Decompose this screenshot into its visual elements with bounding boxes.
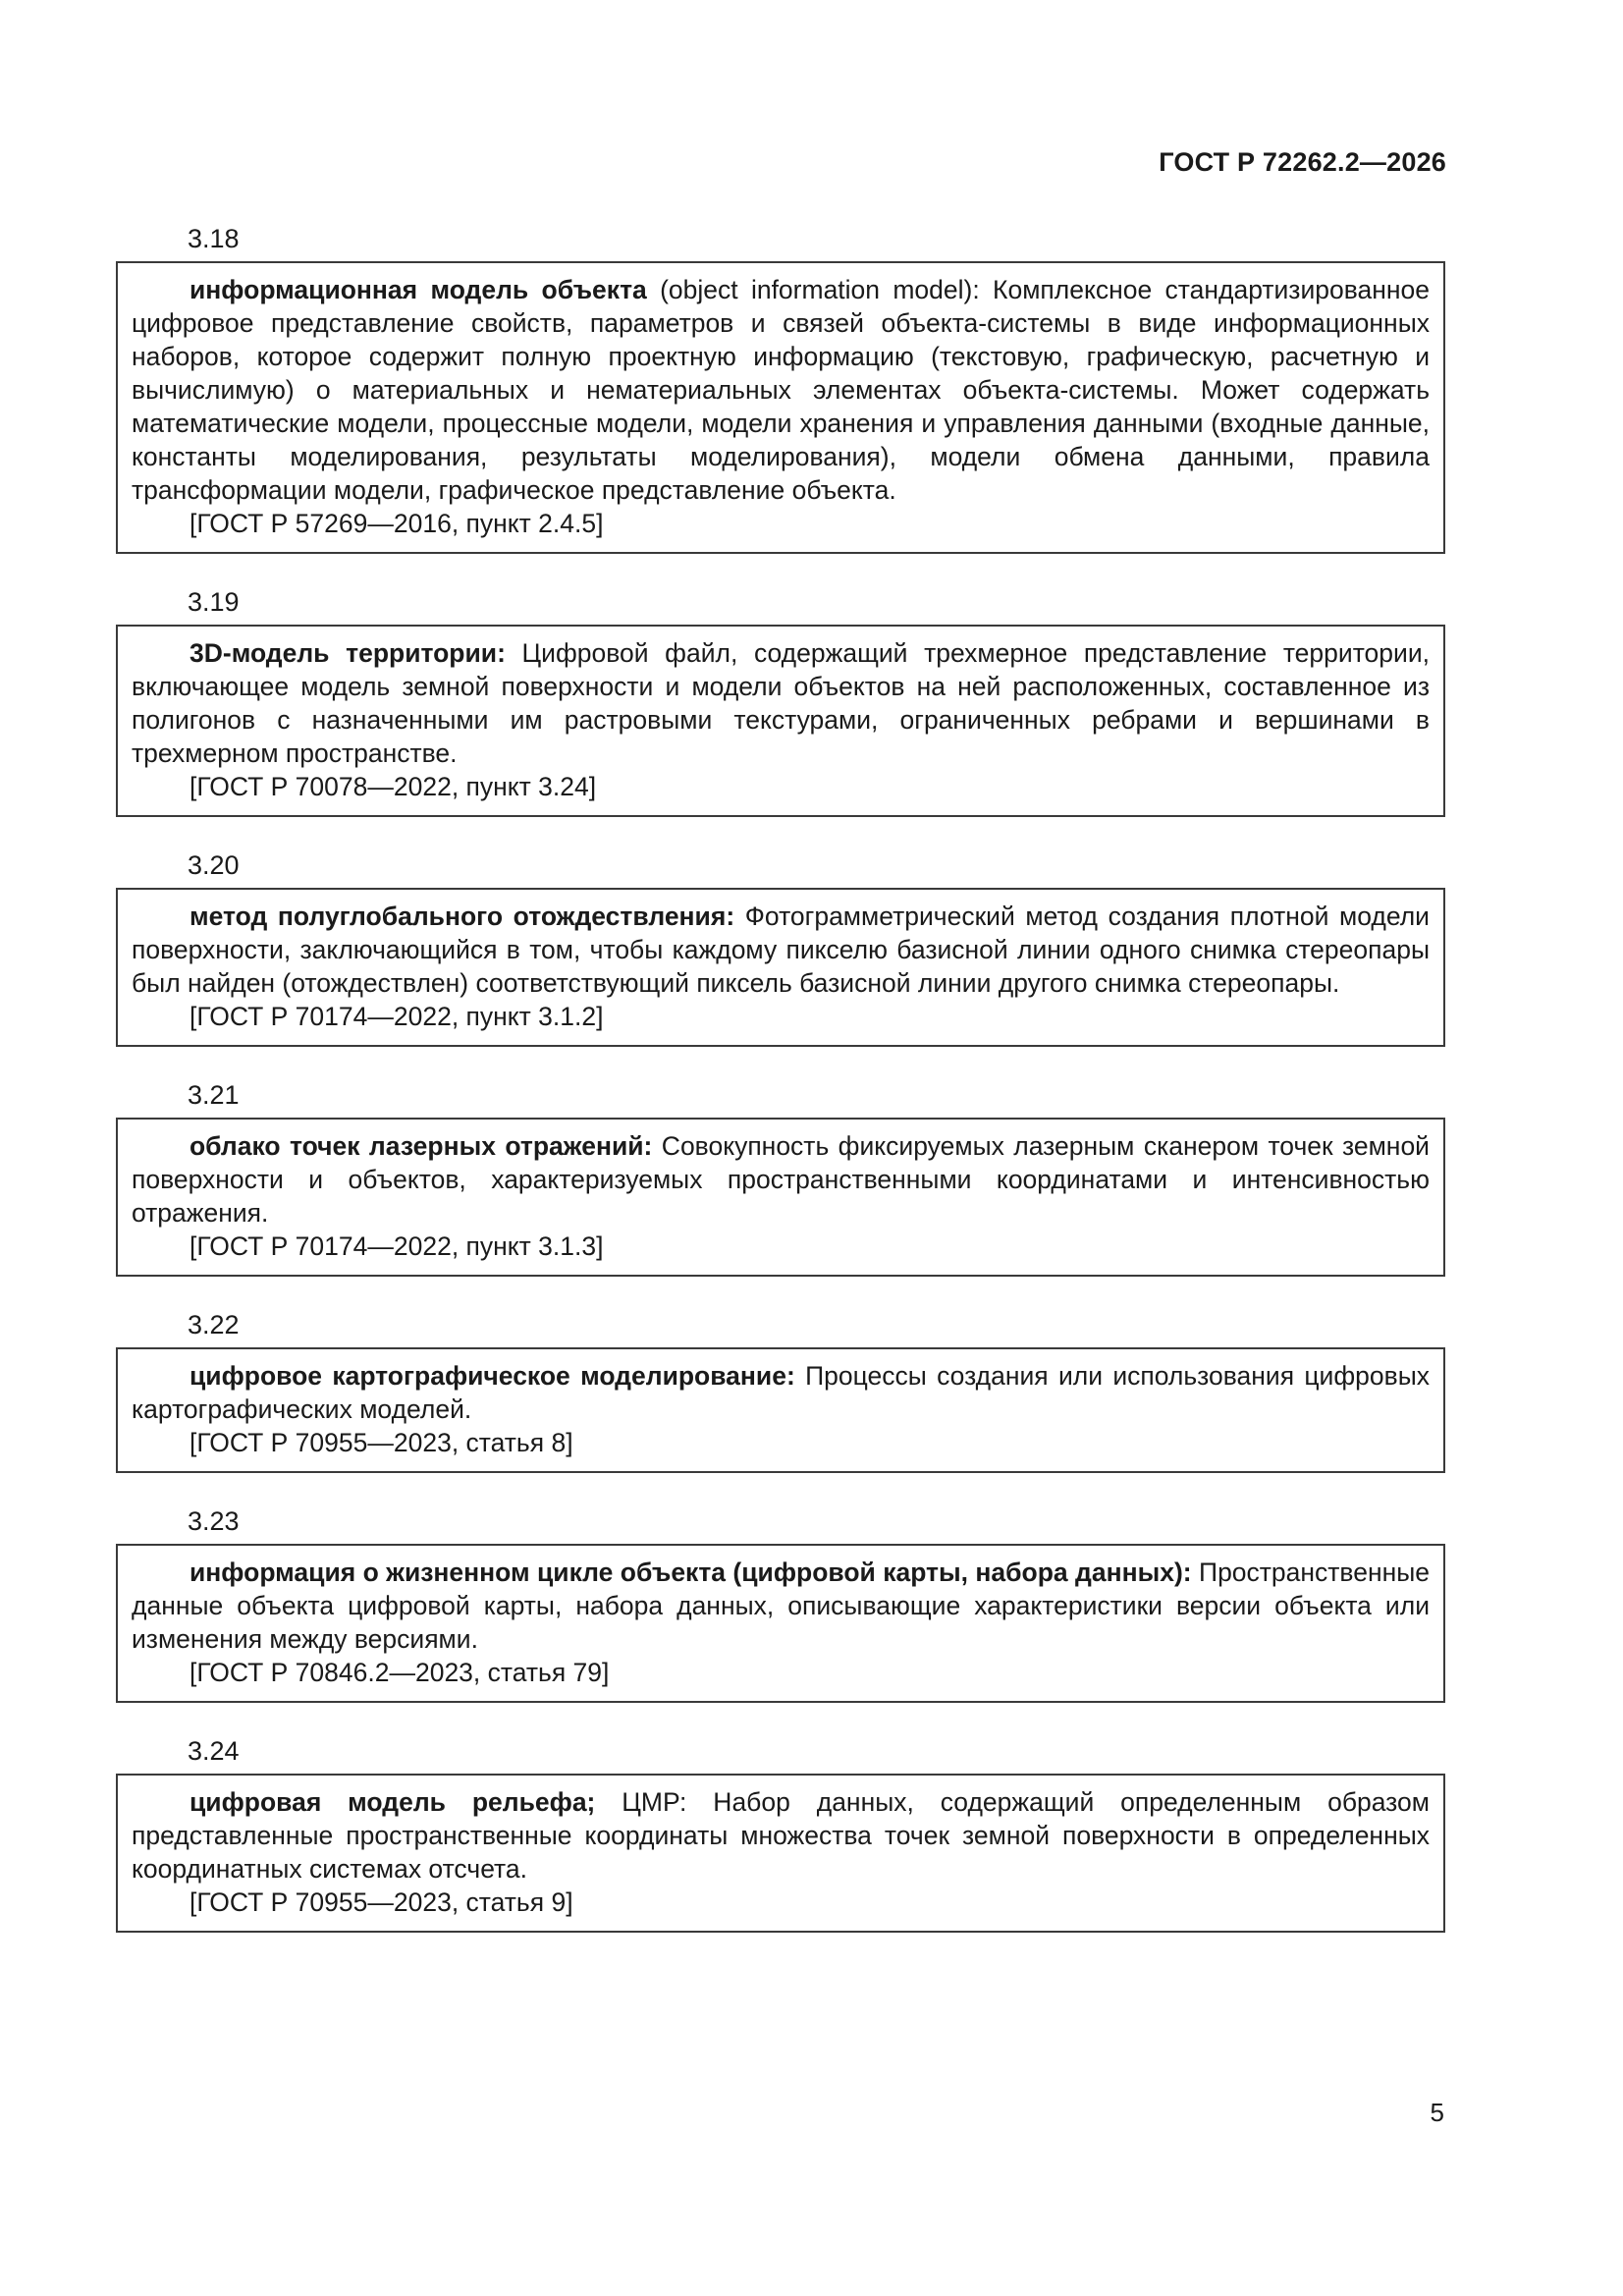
term-number: 3.19	[188, 587, 240, 617]
term-name: информация о жизненном цикле объекта (цифровой карты, набора данных):	[189, 1558, 1192, 1587]
term-text	[132, 1129, 1430, 1230]
term-box	[116, 1774, 1445, 1933]
term-definition: (object information model): Комплексное стандартизированное цифровое представление свойств, параметров и связей объекта-системы в виде информационных наборов, которое содержит полную проектную информацию (текстовую, графическую, расчетную и вычислимую) о материальных и нематериальных элементах объекта-системы. Может содержать математические модели, процессные модели, модели хранения и управления данными (входные данные, константы моделирования, результаты моделирования), модели обмена данными, правила трансформации модели, графическое представление объекта.	[132, 275, 1430, 505]
term-text	[132, 1359, 1430, 1426]
term-definition: Совокупность фиксируемых лазерным сканером точек земной поверхности и объектов, характеризуемых пространственными координатами и интенсивностью отражения.	[132, 1131, 1430, 1228]
term-source: [ГОСТ Р 70174—2022, пункт 3.1.2]	[189, 1002, 604, 1031]
term-definition: Пространственные данные объекта цифровой карты, набора данных, описывающие характеристики версии объекта или изменения между версиями.	[132, 1558, 1430, 1654]
term-name: информационная модель объекта	[189, 275, 647, 304]
terms-section	[116, 222, 1445, 1964]
term-box	[116, 261, 1445, 554]
term-entry-3-21	[116, 1078, 1445, 1277]
term-text	[132, 900, 1430, 1000]
term-number: 3.18	[188, 224, 240, 253]
term-number: 3.22	[188, 1310, 240, 1339]
term-number: 3.23	[188, 1506, 240, 1536]
term-box	[116, 1544, 1445, 1703]
term-definition: Процессы создания или использования цифровых картографических моделей.	[132, 1361, 1430, 1424]
document-code: ГОСТ Р 72262.2—2026	[1159, 147, 1446, 177]
term-box	[116, 1347, 1445, 1473]
term-entry-3-23	[116, 1504, 1445, 1703]
term-number: 3.20	[188, 850, 240, 880]
term-definition: Цифровой файл, содержащий трехмерное представление территории, включающее модель земной поверхности и модели объектов на ней расположенных, составленное из полигонов с назначенными им растровыми текстурами, ограниченных ребрами и вершинами в трехмерном пространстве.	[132, 638, 1430, 768]
term-definition: ЦМР: Набор данных, содержащий определенным образом представленные пространственные координаты множества точек земной поверхности в определенных координатных системах отсчета.	[132, 1787, 1430, 1884]
term-number: 3.24	[188, 1736, 240, 1766]
term-entry-3-24	[116, 1734, 1445, 1933]
term-definition: Фотограмметрический метод создания плотной модели поверхности, заключающийся в том, чтобы каждому пикселю базисной линии одного снимка стереопары был найден (отождествлен) соответствующий пиксель базисной линии другого снимка стереопары.	[132, 902, 1430, 998]
term-box	[116, 888, 1445, 1047]
term-source: [ГОСТ Р 57269—2016, пункт 2.4.5]	[189, 509, 604, 538]
term-text	[132, 273, 1430, 507]
term-name: цифровая модель рельефа;	[189, 1787, 596, 1817]
term-entry-3-19	[116, 585, 1445, 817]
term-source: [ГОСТ Р 70955—2023, статья 8]	[189, 1428, 573, 1457]
term-source: [ГОСТ Р 70078—2022, пункт 3.24]	[189, 772, 597, 801]
term-box	[116, 1118, 1445, 1277]
term-text	[132, 636, 1430, 770]
page-number: 5	[1430, 2098, 1444, 2127]
term-name: 3D-модель территории:	[189, 638, 506, 668]
term-number: 3.21	[188, 1080, 240, 1110]
term-entry-3-18	[116, 222, 1445, 554]
term-name: облако точек лазерных отражений:	[189, 1131, 653, 1161]
term-source: [ГОСТ Р 70846.2—2023, статья 79]	[189, 1658, 610, 1687]
term-name: цифровое картографическое моделирование:	[189, 1361, 795, 1391]
term-name: метод полуглобального отождествления:	[189, 902, 735, 931]
term-text	[132, 1785, 1430, 1886]
term-entry-3-22	[116, 1308, 1445, 1473]
term-source: [ГОСТ Р 70174—2022, пункт 3.1.3]	[189, 1231, 604, 1261]
term-source: [ГОСТ Р 70955—2023, статья 9]	[189, 1887, 573, 1917]
term-entry-3-20	[116, 848, 1445, 1047]
term-text	[132, 1556, 1430, 1656]
term-box	[116, 625, 1445, 817]
